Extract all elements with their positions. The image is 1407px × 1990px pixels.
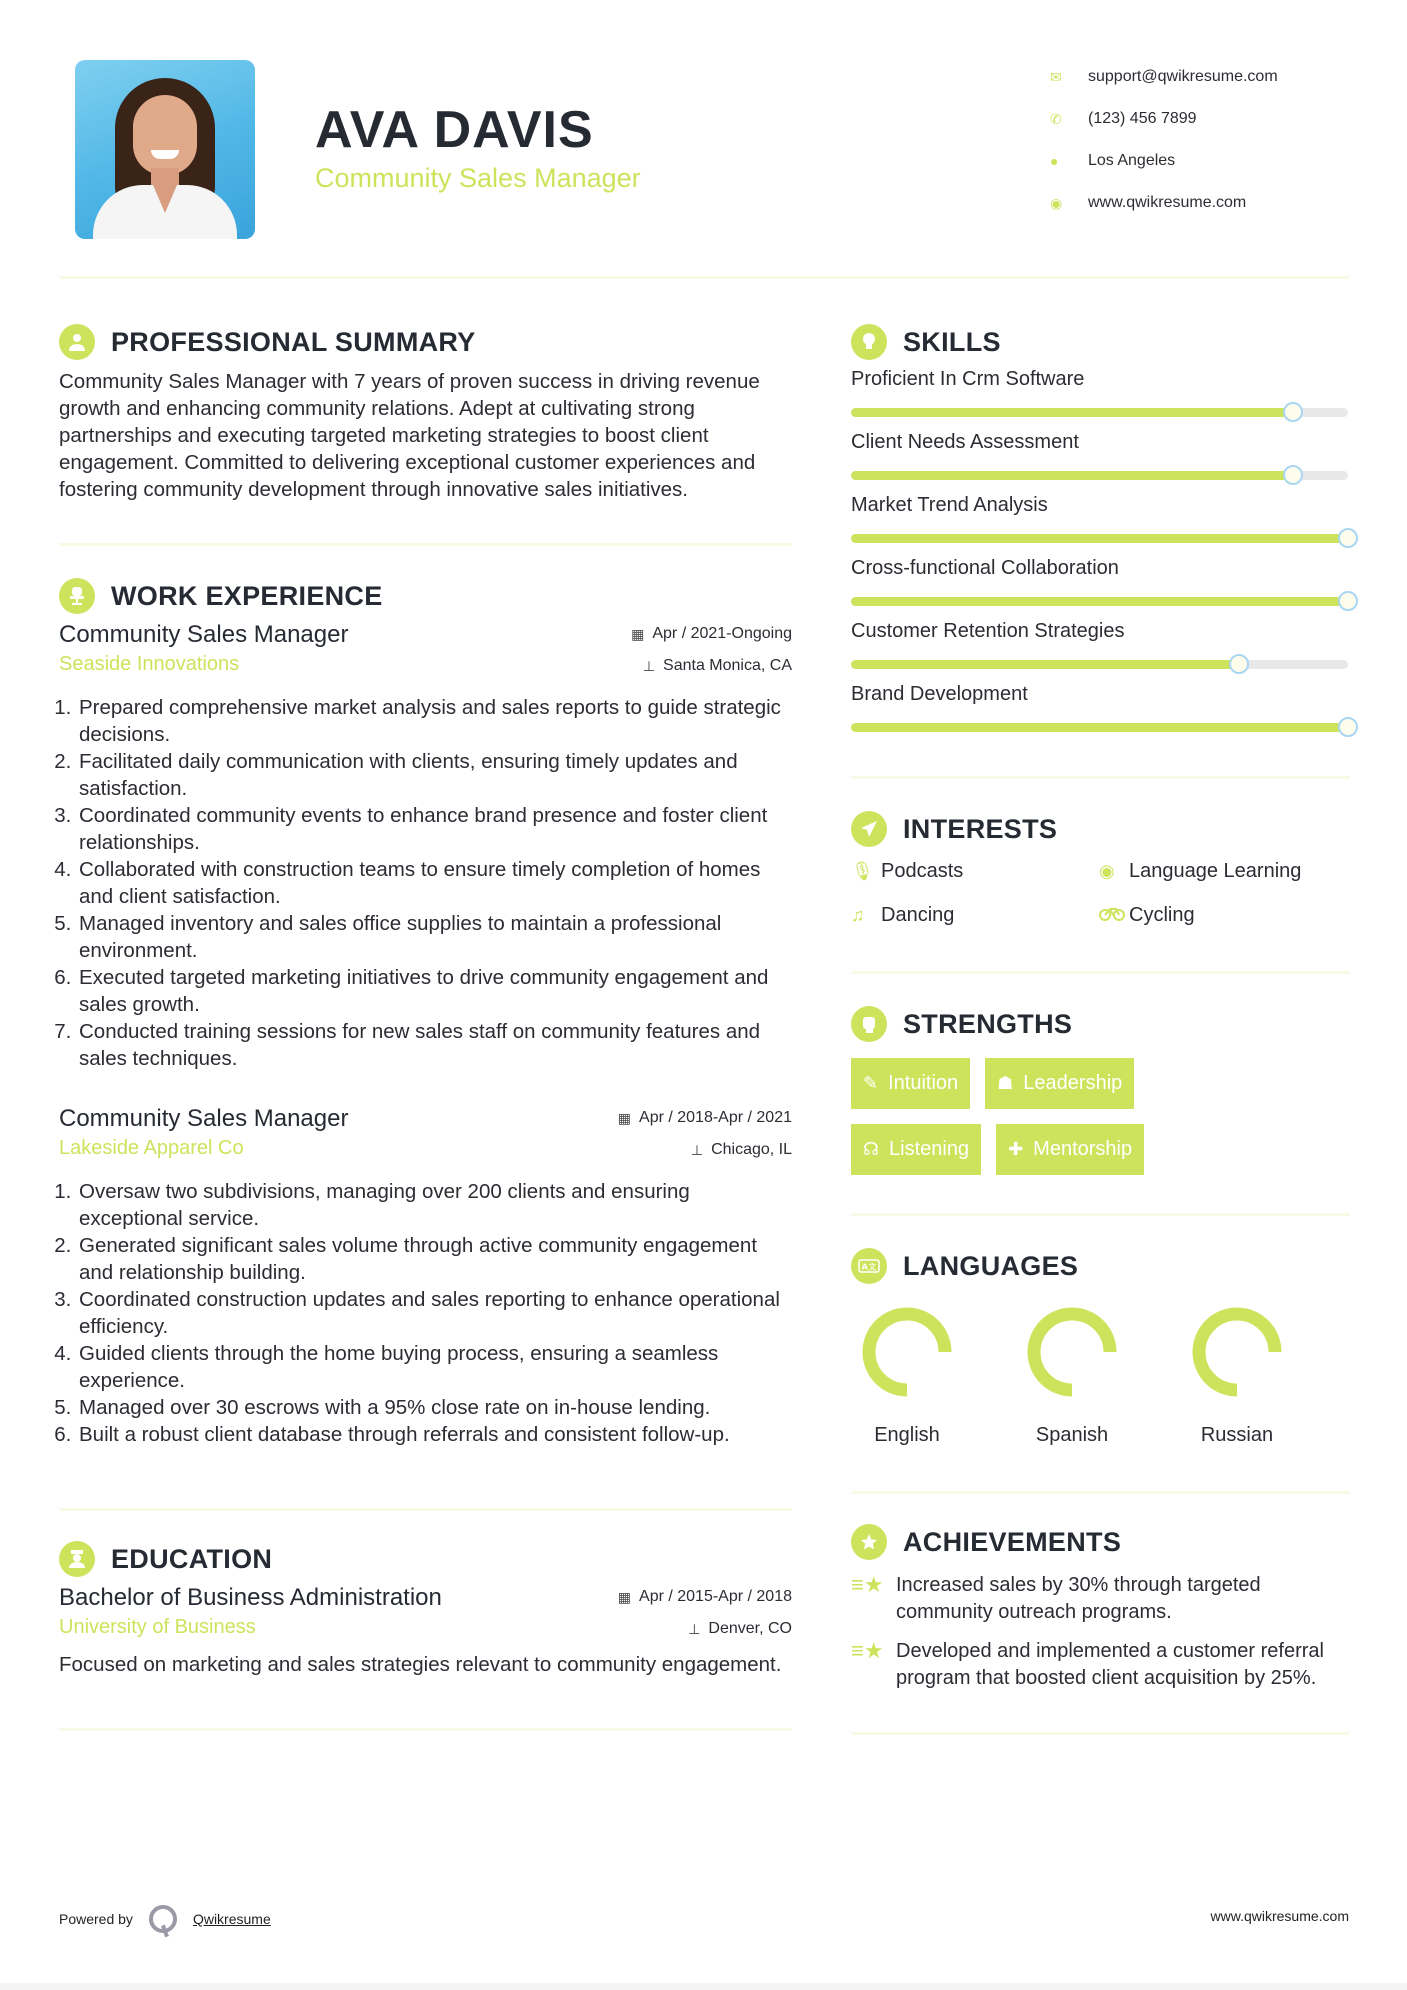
- job-title: Community Sales Manager: [59, 621, 349, 648]
- duty-item: 5. Managed over 30 escrows with a 95% close rate on in-house lending.: [77, 1394, 792, 1421]
- strength-tag: [851, 1124, 981, 1175]
- skill-label: Market Trend Analysis: [851, 494, 1048, 516]
- section-heading-languages: [851, 1244, 1350, 1288]
- degree-title: Bachelor of Business Administration: [59, 1584, 442, 1611]
- skill-label: Customer Retention Strategies: [851, 620, 1125, 642]
- language-label: Spanish: [1035, 1424, 1109, 1446]
- contact-email-text: support@qwikresume.com: [1088, 68, 1278, 85]
- pushpin-icon: ⊥: [688, 1620, 701, 1637]
- experience-heading: WORK EXPERIENCE: [111, 580, 383, 611]
- section-divider: [851, 1732, 1350, 1735]
- calendar-icon: ▦: [617, 1588, 632, 1605]
- languages-heading: LANGUAGES: [903, 1250, 1079, 1281]
- strength-label: Mentorship: [1033, 1138, 1133, 1160]
- job-duties: [59, 1178, 792, 1448]
- skill-item: [851, 679, 1350, 732]
- skill-item: [851, 490, 1350, 543]
- slider-handle[interactable]: [1338, 528, 1358, 548]
- skill-item: [851, 616, 1350, 669]
- contact-list: [1050, 56, 1278, 224]
- fist-icon: [851, 1006, 887, 1042]
- page-bottom-edge: [0, 1983, 1407, 1990]
- strength-tag: [985, 1058, 1134, 1109]
- skill-slider[interactable]: [851, 534, 1348, 543]
- music-note-icon: ♫: [851, 904, 865, 925]
- education-location: Denver, CO: [708, 1620, 792, 1637]
- job-company: Lakeside Apparel Co: [59, 1137, 244, 1159]
- footer-url[interactable]: www.qwikresume.com: [1210, 1908, 1349, 1924]
- language-item: [1016, 1302, 1181, 1447]
- user-plus-icon: ✚: [1008, 1139, 1024, 1159]
- section-heading-education: [59, 1537, 792, 1581]
- section-divider: [851, 1213, 1350, 1216]
- strength-label: Intuition: [888, 1072, 959, 1094]
- footer-powered-by: [59, 1905, 271, 1933]
- office-chair-icon: [59, 578, 95, 614]
- strength-label: Leadership: [1023, 1072, 1123, 1094]
- calendar-icon: ▦: [631, 625, 645, 642]
- duty-item: 4. Collaborated with construction teams to ensure timely completion of homes and client satisfaction.: [77, 856, 792, 910]
- language-progress-ring: [1022, 1302, 1122, 1402]
- skill-slider[interactable]: [851, 597, 1348, 606]
- calendar-icon: ▦: [617, 1109, 632, 1126]
- section-heading-achievements: [851, 1520, 1350, 1564]
- group-icon: ☗: [997, 1073, 1014, 1093]
- microphone-icon: 🎙: [851, 860, 874, 881]
- candidate-name: AVA DAVIS: [315, 101, 594, 159]
- right-column: [851, 320, 1350, 1735]
- summary-text: Community Sales Manager with 7 years of proven success in driving revenue growth and enhancing community relations. Adept at cultivating strong partnerships and executing targeted marketing strategies to boost client engagement. Committed to delivering exceptional customer experiences and fostering community development through innovative sales initiatives.: [59, 370, 760, 501]
- interest-item: [851, 899, 1099, 931]
- duty-item: 6. Built a robust client database through referrals and consistent follow-up.: [77, 1421, 792, 1448]
- strengths-heading: STRENGTHS: [903, 1008, 1073, 1039]
- envelope-icon: ✉: [1050, 68, 1062, 85]
- interest-item: [1099, 899, 1347, 931]
- skill-slider[interactable]: [851, 471, 1348, 480]
- contact-email[interactable]: [1050, 56, 1278, 98]
- contact-website[interactable]: [1050, 182, 1278, 224]
- star-badge-icon: [851, 1524, 887, 1560]
- achievement-text: Developed and implemented a customer referral program that boosted client acquisition by 25%.: [896, 1640, 1324, 1689]
- strength-label: Listening: [889, 1138, 970, 1160]
- duty-item: 5. Managed inventory and sales office supplies to maintain a professional environment.: [77, 910, 792, 964]
- header-divider: [59, 276, 1350, 279]
- duty-item: 6. Executed targeted marketing initiatives to drive community engagement and sales growth.: [77, 964, 792, 1018]
- svg-text:A文: A文: [861, 1262, 877, 1272]
- qwikresume-link[interactable]: Qwikresume: [192, 1911, 271, 1927]
- duty-item: 1. Oversaw two subdivisions, managing over 200 clients and ensuring exceptional service.: [77, 1178, 792, 1232]
- strength-tag: [851, 1058, 970, 1109]
- skills-list: [851, 364, 1350, 732]
- skills-heading: SKILLS: [903, 326, 1001, 357]
- language-label: Russian: [1200, 1424, 1274, 1446]
- skill-item: [851, 364, 1350, 417]
- shooting-star-icon: ≡★: [851, 1638, 884, 1663]
- contact-website-text: www.qwikresume.com: [1088, 194, 1247, 211]
- interest-label: Cycling: [1129, 903, 1195, 926]
- job-dates: Apr / 2018-Apr / 2021: [639, 1109, 792, 1126]
- duty-item: 3. Coordinated construction updates and sales reporting to enhance operational efficiency.: [77, 1286, 792, 1340]
- pushpin-icon: ⊥: [642, 657, 656, 674]
- section-heading-interests: [851, 807, 1350, 851]
- slider-handle[interactable]: [1338, 717, 1358, 737]
- skill-item: [851, 427, 1350, 480]
- interests-list: [851, 855, 1350, 931]
- summary-heading: PROFESSIONAL SUMMARY: [111, 326, 476, 357]
- section-divider: [851, 971, 1350, 974]
- achievements-list: [851, 1572, 1350, 1692]
- job-duties: [59, 694, 792, 1072]
- duty-item: 2. Facilitated daily communication with clients, ensuring timely updates and satisfaction.: [77, 748, 792, 802]
- left-column: [59, 320, 792, 1731]
- pushpin-icon: ⊥: [690, 1141, 704, 1158]
- education-description: Focused on marketing and sales strategies relevant to community engagement.: [59, 1653, 782, 1676]
- language-progress-ring: [1187, 1302, 1287, 1402]
- interest-label: Language Learning: [1129, 859, 1302, 882]
- job-location: Santa Monica, CA: [663, 657, 792, 674]
- section-divider: [851, 1491, 1350, 1494]
- user-icon: [59, 324, 95, 360]
- skill-slider[interactable]: [851, 660, 1348, 669]
- skill-label: Proficient In Crm Software: [851, 368, 1085, 390]
- slider-handle[interactable]: [1338, 591, 1358, 611]
- contact-phone[interactable]: [1050, 98, 1278, 140]
- education-dates: Apr / 2015-Apr / 2018: [639, 1588, 792, 1605]
- skill-item: [851, 553, 1350, 606]
- school-name: University of Business: [59, 1616, 256, 1638]
- globe-icon: ◉: [1050, 194, 1063, 211]
- achievements-heading: ACHIEVEMENTS: [903, 1526, 1122, 1557]
- interest-label: Dancing: [881, 903, 955, 926]
- powered-by-label: Powered by: [59, 1911, 133, 1927]
- duty-item: 4. Guided clients through the home buying process, ensuring a seamless experience.: [77, 1340, 792, 1394]
- job-dates: Apr / 2021-Ongoing: [652, 625, 792, 642]
- achievement-text: Increased sales by 30% through targeted community outreach programs.: [896, 1574, 1261, 1623]
- shooting-star-icon: ≡★: [851, 1572, 884, 1597]
- slider-handle[interactable]: [1283, 465, 1303, 485]
- skill-label: Cross-functional Collaboration: [851, 557, 1119, 579]
- language-label: English: [874, 1424, 940, 1446]
- duty-item: 7. Conducted training sessions for new sales staff on community features and sales techniques.: [77, 1018, 792, 1072]
- section-divider: [59, 543, 792, 546]
- job-entry: [59, 1102, 792, 1448]
- language-progress-ring: [857, 1302, 957, 1402]
- skill-slider[interactable]: [851, 723, 1348, 732]
- job-title: Community Sales Manager: [59, 1105, 349, 1132]
- education-entry: [59, 1581, 792, 1678]
- skill-slider[interactable]: [851, 408, 1348, 417]
- graduate-icon: [59, 1541, 95, 1577]
- section-divider: [59, 1508, 792, 1511]
- job-location: Chicago, IL: [711, 1141, 792, 1158]
- language-item: [851, 1302, 1016, 1447]
- education-heading: EDUCATION: [111, 1543, 273, 1574]
- strengths-list: [851, 1058, 1251, 1175]
- language-item: [1181, 1302, 1346, 1447]
- job-company: Seaside Innovations: [59, 653, 240, 675]
- interest-label: Podcasts: [881, 859, 964, 882]
- qwikresume-logo-icon: [149, 1905, 177, 1933]
- profile-photo: [75, 60, 255, 239]
- language-icon: [851, 1248, 887, 1284]
- section-heading-skills: [851, 320, 1350, 364]
- achievement-item: [851, 1638, 1350, 1692]
- contact-phone-text: (123) 456 7899: [1088, 110, 1197, 127]
- paper-plane-icon: [851, 811, 887, 847]
- skill-label: Brand Development: [851, 683, 1028, 705]
- interest-item: [1099, 855, 1347, 887]
- slider-handle[interactable]: [1283, 402, 1303, 422]
- strength-tag: [996, 1124, 1144, 1175]
- achievement-item: [851, 1572, 1350, 1626]
- section-heading-experience: [59, 574, 792, 618]
- section-heading-summary: [59, 320, 792, 364]
- section-divider: [59, 1728, 792, 1731]
- interests-heading: INTERESTS: [903, 813, 1058, 844]
- section-divider: [851, 776, 1350, 779]
- lightbulb-icon: [851, 324, 887, 360]
- candidate-title: Community Sales Manager: [315, 163, 641, 193]
- duty-item: 2. Generated significant sales volume through active community engagement and relationship building.: [77, 1232, 792, 1286]
- interest-item: [851, 855, 1099, 887]
- map-pin-icon: ●: [1050, 153, 1059, 169]
- duty-item: 1. Prepared comprehensive market analysis and sales reports to guide strategic decisions.: [77, 694, 792, 748]
- job-entry: [59, 618, 792, 1072]
- contact-location-text: Los Angeles: [1088, 152, 1176, 169]
- bicycle-icon: [1099, 905, 1129, 926]
- languages-list: [851, 1302, 1350, 1447]
- contact-location: [1050, 140, 1278, 182]
- duty-item: 3. Coordinated community events to enhance brand presence and foster client relationships.: [77, 802, 792, 856]
- magic-wand-icon: ✎: [863, 1073, 879, 1093]
- section-heading-strengths: [851, 1002, 1350, 1046]
- phone-icon: ✆: [1050, 110, 1062, 127]
- skill-label: Client Needs Assessment: [851, 431, 1079, 453]
- slider-handle[interactable]: [1229, 654, 1249, 674]
- globe-icon: ◉: [1099, 860, 1115, 881]
- headphones-icon: ☊: [863, 1139, 879, 1159]
